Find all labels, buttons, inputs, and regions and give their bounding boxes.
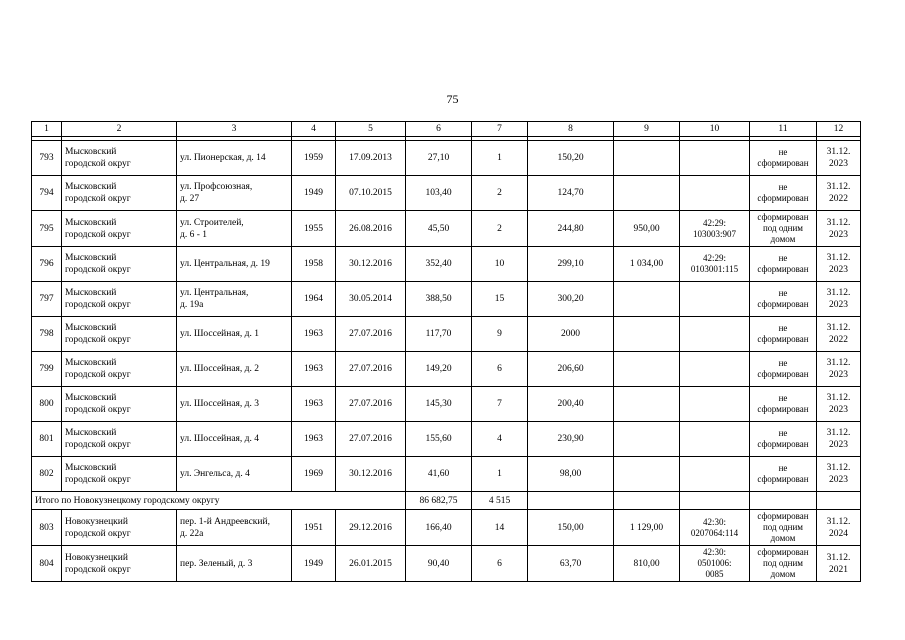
cell-deadline: 31.12. 2024 bbox=[817, 510, 861, 546]
cell-deadline: 31.12. 2022 bbox=[817, 176, 861, 211]
total-residents: 4 515 bbox=[472, 492, 528, 510]
cell-year-built: 1951 bbox=[292, 510, 336, 546]
cell-municipality: Новокузнецкий городской округ bbox=[62, 510, 177, 546]
table-row bbox=[32, 317, 861, 352]
cell-cost: 230,90 bbox=[528, 422, 614, 457]
cell-cost: 150,20 bbox=[528, 141, 614, 176]
cell-address: ул. Шоссейная, д. 4 bbox=[177, 422, 292, 457]
cell-cost: 206,60 bbox=[528, 352, 614, 387]
cell-deadline: 31.12. 2023 bbox=[817, 247, 861, 282]
cell-address: пер. 1-й Андреевский, д. 22а bbox=[177, 510, 292, 546]
cell-address: ул. Строителей, д. 6 - 1 bbox=[177, 211, 292, 247]
cell-address: ул. Центральная, д. 19а bbox=[177, 282, 292, 317]
cell-municipality: Мысковский городской округ bbox=[62, 422, 177, 457]
cell-address: ул. Центральная, д. 19 bbox=[177, 247, 292, 282]
cell-residents: 9 bbox=[472, 317, 528, 352]
cell-row-number: 803 bbox=[32, 510, 62, 546]
cell-residents: 2 bbox=[472, 211, 528, 247]
cell-year-built: 1969 bbox=[292, 457, 336, 492]
cell-year-built: 1964 bbox=[292, 282, 336, 317]
cell-area: 117,70 bbox=[406, 317, 472, 352]
table-row bbox=[32, 422, 861, 457]
cell-address: пер. Зеленый, д. 3 bbox=[177, 546, 292, 582]
cell-land-area bbox=[614, 176, 680, 211]
column-header-date-recognized: 5 bbox=[336, 122, 406, 137]
cell-land-status: не сформирован bbox=[750, 457, 817, 492]
cell-row-number: 794 bbox=[32, 176, 62, 211]
cell-land-area bbox=[614, 282, 680, 317]
cell-cadastral-number bbox=[680, 317, 750, 352]
cell-municipality: Мысковский городской округ bbox=[62, 141, 177, 176]
table-row bbox=[32, 176, 861, 211]
cell-date-recognized: 29.12.2016 bbox=[336, 510, 406, 546]
cell-municipality: Новокузнецкий городской округ bbox=[62, 546, 177, 582]
cell-year-built: 1963 bbox=[292, 387, 336, 422]
cell-year-built: 1949 bbox=[292, 546, 336, 582]
cell-deadline: 31.12. 2022 bbox=[817, 317, 861, 352]
cell-land-area: 950,00 bbox=[614, 211, 680, 247]
cell-cadastral-number bbox=[680, 282, 750, 317]
cell-residents: 6 bbox=[472, 546, 528, 582]
cell-date-recognized: 07.10.2015 bbox=[336, 176, 406, 211]
cell-row-number: 796 bbox=[32, 247, 62, 282]
cell-residents: 2 bbox=[472, 176, 528, 211]
cell-cost: 124,70 bbox=[528, 176, 614, 211]
cell-municipality: Мысковский городской округ bbox=[62, 211, 177, 247]
cell-area: 149,20 bbox=[406, 352, 472, 387]
cell-residents: 4 bbox=[472, 422, 528, 457]
cell-deadline: 31.12. 2023 bbox=[817, 211, 861, 247]
table-row bbox=[32, 510, 861, 546]
cell-year-built: 1959 bbox=[292, 141, 336, 176]
cell-date-recognized: 27.07.2016 bbox=[336, 422, 406, 457]
cell-year-built: 1958 bbox=[292, 247, 336, 282]
cell-deadline: 31.12. 2023 bbox=[817, 141, 861, 176]
cell-cadastral-number: 42:29: 0103001:115 bbox=[680, 247, 750, 282]
cell-cost: 200,40 bbox=[528, 387, 614, 422]
cell-date-recognized: 27.07.2016 bbox=[336, 387, 406, 422]
cell-land-area: 810,00 bbox=[614, 546, 680, 582]
cell-address: ул. Пионерская, д. 14 bbox=[177, 141, 292, 176]
cell-date-recognized: 30.05.2014 bbox=[336, 282, 406, 317]
cell-deadline: 31.12. 2023 bbox=[817, 422, 861, 457]
cell-municipality: Мысковский городской округ bbox=[62, 176, 177, 211]
column-header-cadastral-number: 10 bbox=[680, 122, 750, 137]
column-header-municipality: 2 bbox=[62, 122, 177, 137]
cell-municipality: Мысковский городской округ bbox=[62, 387, 177, 422]
total-area: 86 682,75 bbox=[406, 492, 472, 510]
cell-municipality: Мысковский городской округ bbox=[62, 317, 177, 352]
cell-land-status: не сформирован bbox=[750, 176, 817, 211]
cell-row-number: 800 bbox=[32, 387, 62, 422]
cell-cost: 244,80 bbox=[528, 211, 614, 247]
table-row bbox=[32, 546, 861, 582]
cell-deadline: 31.12. 2023 bbox=[817, 282, 861, 317]
cell-land-area: 1 129,00 bbox=[614, 510, 680, 546]
cell-residents: 6 bbox=[472, 352, 528, 387]
cell-address: ул. Энгельса, д. 4 bbox=[177, 457, 292, 492]
cell-date-recognized: 27.07.2016 bbox=[336, 317, 406, 352]
cell-cadastral-number: 42:30: 0501006: 0085 bbox=[680, 546, 750, 582]
column-header-cost: 8 bbox=[528, 122, 614, 137]
page-number: 75 bbox=[446, 92, 459, 106]
column-header-deadline: 12 bbox=[817, 122, 861, 137]
cell-cost: 299,10 bbox=[528, 247, 614, 282]
column-header-year-built: 4 bbox=[292, 122, 336, 137]
cell-area: 90,40 bbox=[406, 546, 472, 582]
cell-row-number: 793 bbox=[32, 141, 62, 176]
cell-cadastral-number: 42:30: 0207064:114 bbox=[680, 510, 750, 546]
cell-address: ул. Шоссейная, д. 3 bbox=[177, 387, 292, 422]
cell-date-recognized: 17.09.2013 bbox=[336, 141, 406, 176]
column-header-residents: 7 bbox=[472, 122, 528, 137]
cell-land-area bbox=[614, 387, 680, 422]
cell-cost: 150,00 bbox=[528, 510, 614, 546]
cell-year-built: 1963 bbox=[292, 352, 336, 387]
table-body bbox=[32, 122, 861, 582]
cell-date-recognized: 30.12.2016 bbox=[336, 247, 406, 282]
total-land-status bbox=[750, 492, 817, 510]
cell-area: 45,50 bbox=[406, 211, 472, 247]
total-cadastral-number bbox=[680, 492, 750, 510]
cell-cost: 63,70 bbox=[528, 546, 614, 582]
table-row bbox=[32, 211, 861, 247]
cell-area: 155,60 bbox=[406, 422, 472, 457]
table-header-row bbox=[32, 122, 861, 137]
cell-land-area: 1 034,00 bbox=[614, 247, 680, 282]
cell-address: ул. Шоссейная, д. 2 bbox=[177, 352, 292, 387]
cell-area: 41,60 bbox=[406, 457, 472, 492]
cell-land-status: сформирован под одним домом bbox=[750, 510, 817, 546]
cell-cadastral-number bbox=[680, 176, 750, 211]
cell-residents: 14 bbox=[472, 510, 528, 546]
cell-residents: 1 bbox=[472, 141, 528, 176]
column-header-address: 3 bbox=[177, 122, 292, 137]
cell-row-number: 802 bbox=[32, 457, 62, 492]
total-land-area bbox=[614, 492, 680, 510]
cell-municipality: Мысковский городской округ bbox=[62, 247, 177, 282]
cell-date-recognized: 27.07.2016 bbox=[336, 352, 406, 387]
cell-date-recognized: 30.12.2016 bbox=[336, 457, 406, 492]
cell-land-status: не сформирован bbox=[750, 317, 817, 352]
cell-cadastral-number bbox=[680, 141, 750, 176]
table-row bbox=[32, 282, 861, 317]
cell-cadastral-number bbox=[680, 457, 750, 492]
cell-area: 145,30 bbox=[406, 387, 472, 422]
cell-land-status: не сформирован bbox=[750, 387, 817, 422]
cell-year-built: 1955 bbox=[292, 211, 336, 247]
cell-address: ул. Шоссейная, д. 1 bbox=[177, 317, 292, 352]
cell-land-area bbox=[614, 141, 680, 176]
cell-land-area bbox=[614, 352, 680, 387]
cell-land-status: не сформирован bbox=[750, 247, 817, 282]
cell-land-status: не сформирован bbox=[750, 141, 817, 176]
column-header-area: 6 bbox=[406, 122, 472, 137]
cell-municipality: Мысковский городской округ bbox=[62, 282, 177, 317]
cell-cadastral-number bbox=[680, 422, 750, 457]
column-header-land-status: 11 bbox=[750, 122, 817, 137]
cell-land-area bbox=[614, 317, 680, 352]
cell-row-number: 795 bbox=[32, 211, 62, 247]
table-row bbox=[32, 141, 861, 176]
cell-row-number: 801 bbox=[32, 422, 62, 457]
cell-deadline: 31.12. 2023 bbox=[817, 457, 861, 492]
cell-land-status: не сформирован bbox=[750, 422, 817, 457]
cell-residents: 15 bbox=[472, 282, 528, 317]
table-row bbox=[32, 352, 861, 387]
cell-area: 388,50 bbox=[406, 282, 472, 317]
cell-land-status: не сформирован bbox=[750, 352, 817, 387]
total-deadline bbox=[817, 492, 861, 510]
cell-deadline: 31.12. 2023 bbox=[817, 352, 861, 387]
cell-cost: 2000 bbox=[528, 317, 614, 352]
table-row bbox=[32, 247, 861, 282]
cell-land-area bbox=[614, 422, 680, 457]
cell-row-number: 799 bbox=[32, 352, 62, 387]
cell-address: ул. Профсоюзная, д. 27 bbox=[177, 176, 292, 211]
column-header-row-number: 1 bbox=[32, 122, 62, 137]
cell-area: 352,40 bbox=[406, 247, 472, 282]
total-cost bbox=[528, 492, 614, 510]
housing-register-table bbox=[31, 121, 861, 582]
cell-date-recognized: 26.08.2016 bbox=[336, 211, 406, 247]
cell-deadline: 31.12. 2021 bbox=[817, 546, 861, 582]
cell-row-number: 798 bbox=[32, 317, 62, 352]
cell-land-status: не сформирован bbox=[750, 282, 817, 317]
cell-area: 27,10 bbox=[406, 141, 472, 176]
cell-row-number: 804 bbox=[32, 546, 62, 582]
cell-date-recognized: 26.01.2015 bbox=[336, 546, 406, 582]
cell-cost: 300,20 bbox=[528, 282, 614, 317]
cell-residents: 7 bbox=[472, 387, 528, 422]
cell-deadline: 31.12. 2023 bbox=[817, 387, 861, 422]
cell-land-status: сформирован под одним домом bbox=[750, 211, 817, 247]
cell-residents: 1 bbox=[472, 457, 528, 492]
cell-cadastral-number bbox=[680, 352, 750, 387]
cell-land-area bbox=[614, 457, 680, 492]
cell-row-number: 797 bbox=[32, 282, 62, 317]
cell-year-built: 1963 bbox=[292, 422, 336, 457]
cell-year-built: 1949 bbox=[292, 176, 336, 211]
table-row bbox=[32, 387, 861, 422]
table-row bbox=[32, 457, 861, 492]
total-row bbox=[32, 492, 861, 510]
cell-area: 166,40 bbox=[406, 510, 472, 546]
cell-cadastral-number bbox=[680, 387, 750, 422]
cell-area: 103,40 bbox=[406, 176, 472, 211]
total-label: Итого по Новокузнецкому городскому округу bbox=[32, 492, 406, 510]
cell-land-status: сформирован под одним домом bbox=[750, 546, 817, 582]
cell-municipality: Мысковский городской округ bbox=[62, 352, 177, 387]
cell-municipality: Мысковский городской округ bbox=[62, 457, 177, 492]
cell-residents: 10 bbox=[472, 247, 528, 282]
cell-year-built: 1963 bbox=[292, 317, 336, 352]
column-header-land-area: 9 bbox=[614, 122, 680, 137]
cell-cost: 98,00 bbox=[528, 457, 614, 492]
cell-cadastral-number: 42:29: 103003:907 bbox=[680, 211, 750, 247]
